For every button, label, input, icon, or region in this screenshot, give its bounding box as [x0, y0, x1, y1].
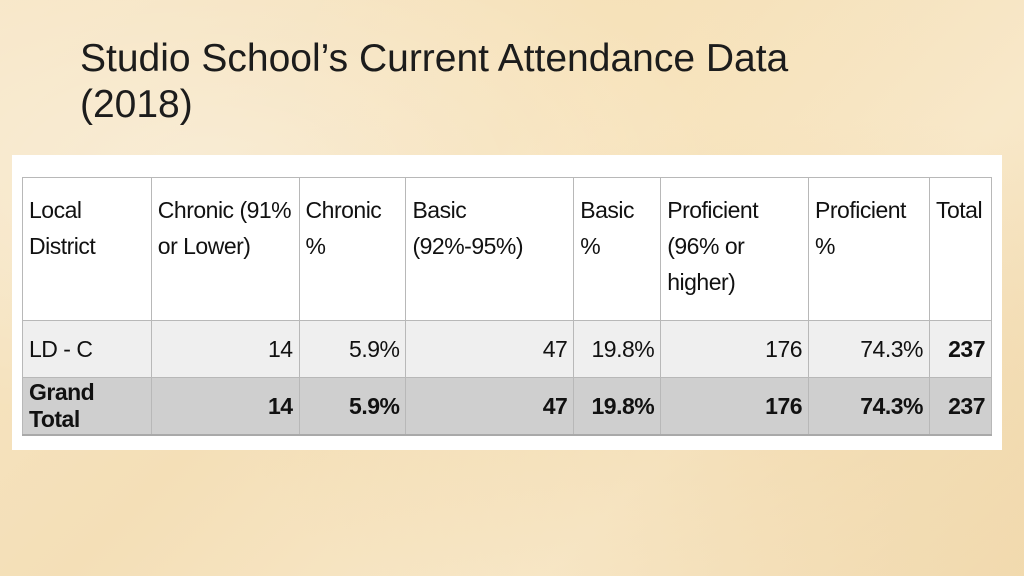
- cell-grand-proficient: 176: [661, 378, 809, 436]
- header-local-district: Local District: [23, 178, 152, 321]
- cell-proficient: 176: [661, 321, 809, 378]
- header-total: Total: [929, 178, 991, 321]
- table-image-frame: [12, 155, 1002, 450]
- header-chronic: Chronic (91% or Lower): [151, 178, 299, 321]
- header-row: [23, 178, 992, 321]
- cell-chronic: 14: [151, 321, 299, 378]
- header-basic: Basic (92%-95%): [406, 178, 574, 321]
- cell-total: 237: [929, 321, 991, 378]
- header-basic-percent: Basic %: [574, 178, 661, 321]
- header-proficient-percent: Proficient %: [809, 178, 930, 321]
- header-chronic-percent: Chronic %: [299, 178, 406, 321]
- cell-chronic-percent: 5.9%: [299, 321, 406, 378]
- slide-title-line-1: Studio School’s Current Attendance Data: [80, 37, 789, 80]
- slide-title: [80, 36, 980, 128]
- cell-basic-percent: 19.8%: [574, 321, 661, 378]
- header-proficient: Proficient (96% or higher): [661, 178, 809, 321]
- cell-grand-total: 237: [929, 378, 991, 436]
- cell-grand-chronic: 14: [151, 378, 299, 436]
- cell-local-district: LD - C: [23, 321, 152, 378]
- cell-grand-chronic-percent: 5.9%: [299, 378, 406, 436]
- slide-title-line-2: (2018): [80, 83, 193, 126]
- cell-basic: 47: [406, 321, 574, 378]
- cell-grand-basic-percent: 19.8%: [574, 378, 661, 436]
- attendance-table: [22, 177, 992, 436]
- grand-total-row: [23, 378, 992, 436]
- table-row: [23, 321, 992, 378]
- cell-grand-proficient-percent: 74.3%: [809, 378, 930, 436]
- cell-proficient-percent: 74.3%: [809, 321, 930, 378]
- cell-grand-basic: 47: [406, 378, 574, 436]
- cell-grand-total-label: Grand Total: [23, 378, 152, 436]
